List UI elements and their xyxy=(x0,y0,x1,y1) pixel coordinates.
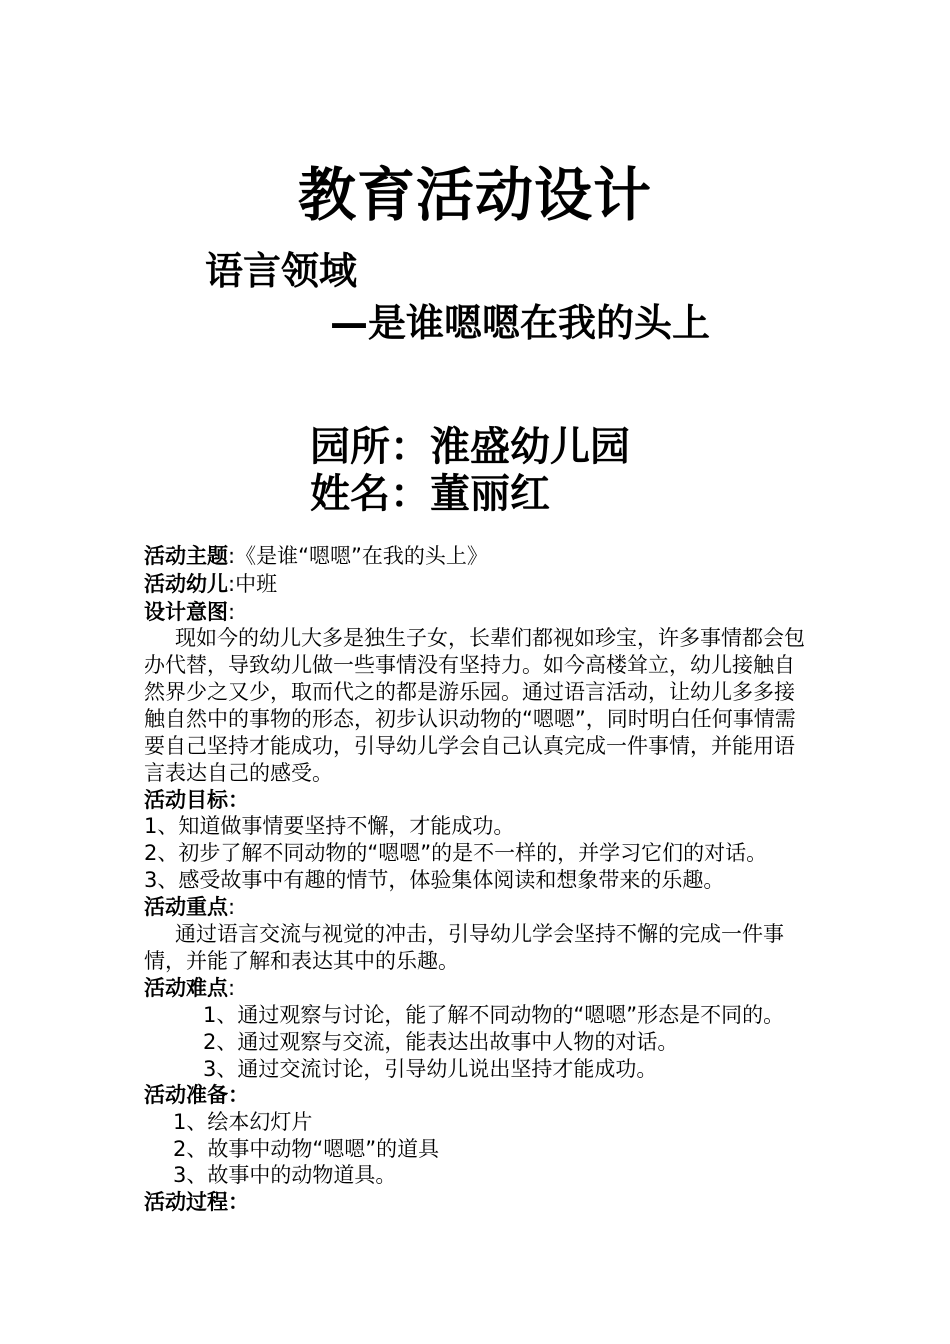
preparation-item: 1、绘本幻灯片 xyxy=(173,1110,313,1134)
children-label: 活动幼儿 xyxy=(144,572,228,596)
process-label: 活动过程： xyxy=(144,1190,249,1214)
name-label: 姓名： xyxy=(310,471,430,517)
key-points-colon: : xyxy=(228,895,236,919)
difficulties-heading xyxy=(144,975,235,1002)
difficulties-label: 活动难点 xyxy=(144,976,228,1000)
difficulty-item: 2、通过观察与交流，能表达出故事中人物的对话。 xyxy=(203,1030,679,1054)
design-intent-text: 现如今的幼儿大多是独生子女，长辈们都视如珍宝，许多事情都会包办代替，导致幼儿做一些事情没有坚持力。如今高楼耸立，幼儿接触自然界少之又少，取而代之的都是游乐园。通过语言活动，让幼儿多多接触自然中的事物的形态，初步认识动物的“嗯嗯”，同时明白任何事情需要自己坚持才能成功，引导幼儿学会自己认真完成一件事情，并能用语言表达自己的感受。 xyxy=(144,626,805,785)
difficulty-item: 3、通过交流讨论，引导幼儿说出坚持才能成功。 xyxy=(203,1057,658,1081)
name-value: 董丽红 xyxy=(430,471,550,517)
difficulty-item: 1、通过观察与讨论，能了解不同动物的“嗯嗯”形态是不同的。 xyxy=(203,1003,785,1027)
name-line xyxy=(310,462,550,519)
school-label: 园所： xyxy=(310,424,430,470)
theme-value: :《是谁“嗯嗯”在我的头上》 xyxy=(228,544,488,568)
design-intent-heading xyxy=(144,599,235,626)
design-intent-label: 设计意图 xyxy=(144,600,228,624)
difficulties-colon: : xyxy=(228,976,236,1000)
preparation-item: 2、故事中动物“嗯嗯”的道具 xyxy=(173,1137,440,1161)
key-points-text: 通过语言交流与视觉的冲击，引导幼儿学会坚持不懈的完成一件事情，并能了解和表达其中的乐趣。 xyxy=(144,922,784,973)
school-value: 淮盛幼儿园 xyxy=(430,424,630,470)
children-value: :中班 xyxy=(228,572,278,596)
goal-item: 3、感受故事中有趣的情节，体验集体阅读和想象带来的乐趣。 xyxy=(144,868,725,892)
key-points-heading xyxy=(144,894,235,921)
key-points-label: 活动重点 xyxy=(144,895,228,919)
theme-line xyxy=(144,543,488,570)
preparation-item: 3、故事中的动物道具。 xyxy=(173,1163,397,1187)
goal-item: 1、知道做事情要坚持不懈，才能成功。 xyxy=(144,814,515,838)
preparation-label: 活动准备： xyxy=(144,1083,249,1107)
subtitle-field: 语言领域 xyxy=(205,249,358,293)
theme-label: 活动主题 xyxy=(144,544,228,568)
document-title: 教育活动设计 xyxy=(297,161,652,229)
children-line xyxy=(144,571,277,598)
goal-item: 2、初步了解不同动物的“嗯嗯”的是不一样的，并学习它们的对话。 xyxy=(144,841,768,865)
goals-label: 活动目标： xyxy=(144,788,249,812)
subtitle-topic: —是谁嗯嗯在我的头上 xyxy=(330,301,711,345)
design-intent-colon: : xyxy=(228,600,236,624)
